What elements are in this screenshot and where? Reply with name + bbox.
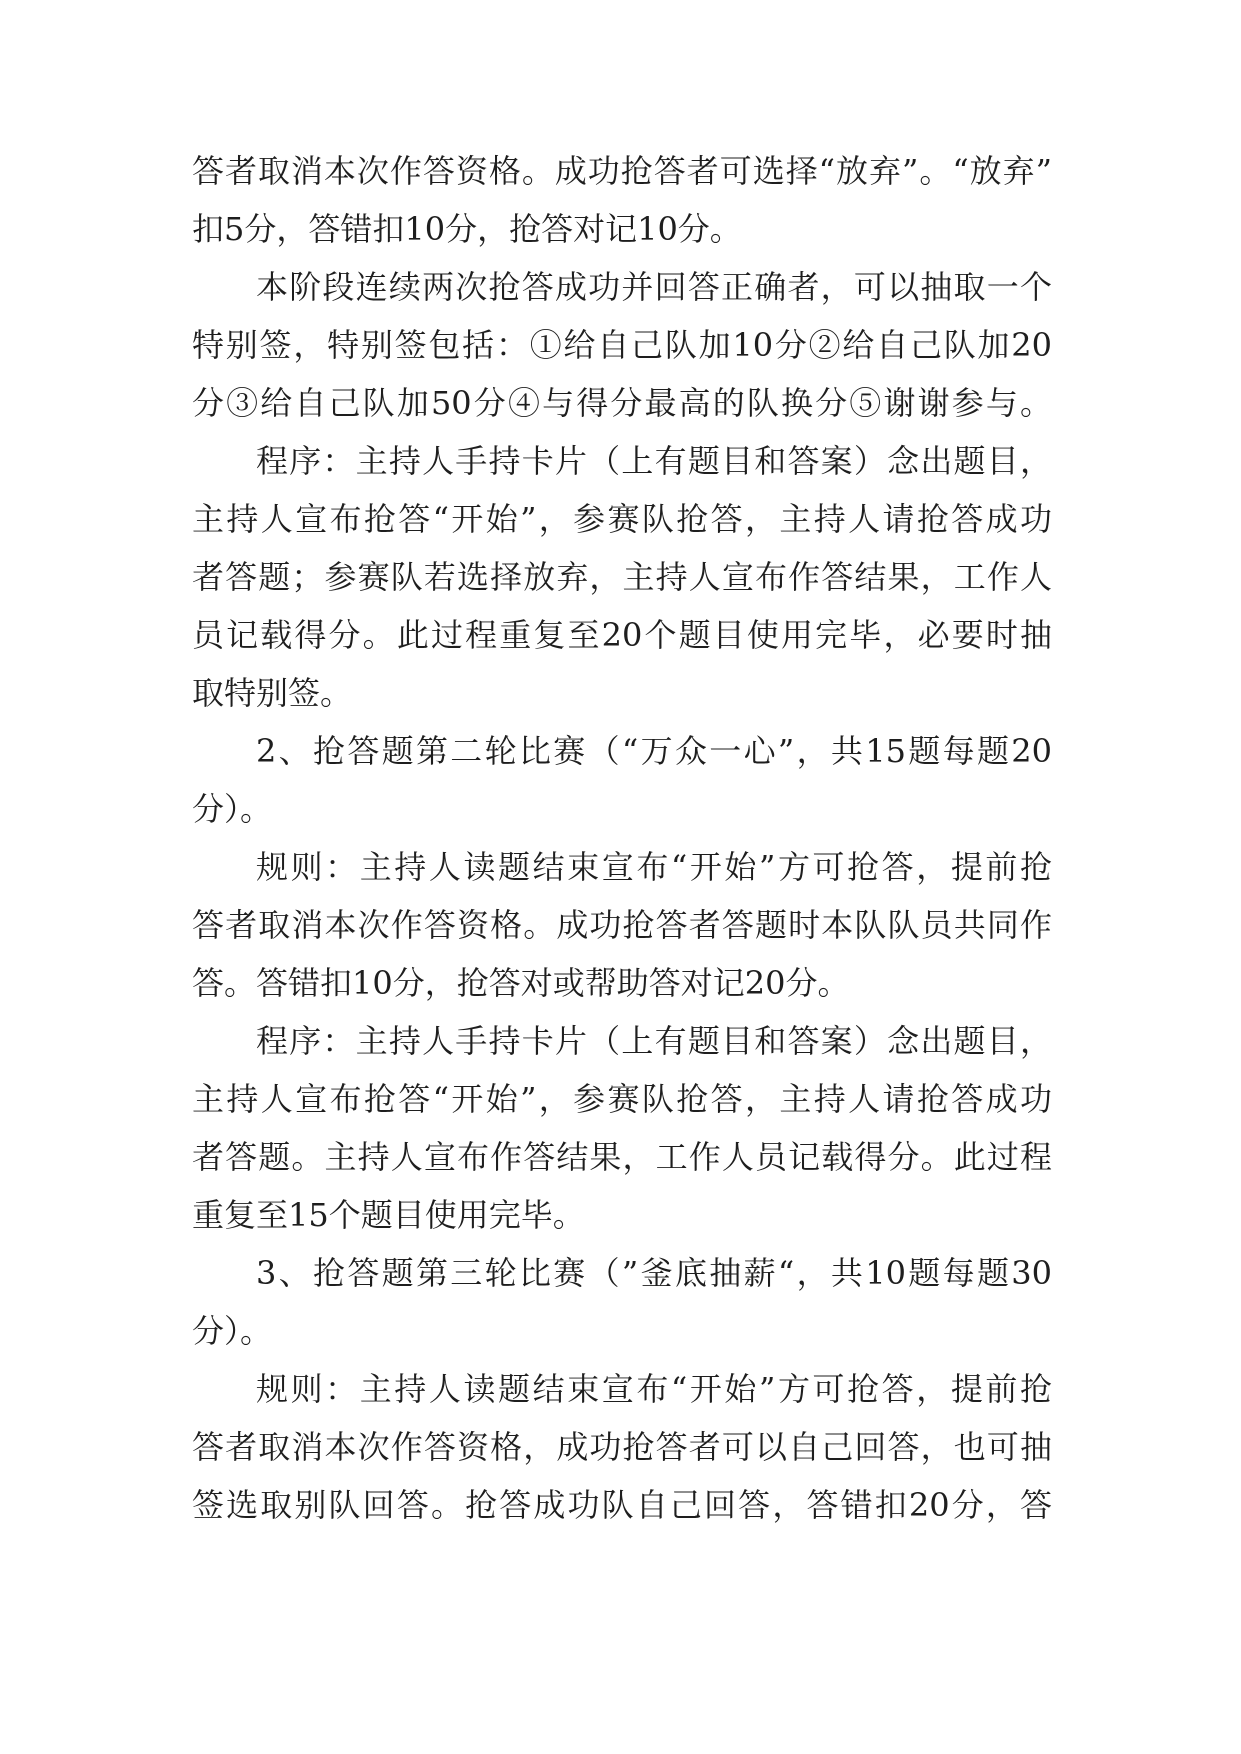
text-line: 主持人宣布抢答“开始”，参赛队抢答，主持人请抢答成功 bbox=[192, 1080, 1052, 1118]
text-line: 规则：主持人读题结束宣布“开始”方可抢答，提前抢 bbox=[256, 848, 1052, 886]
text-line: 2、抢答题第二轮比赛（“万众一心”，共15题每题20 bbox=[256, 732, 1052, 770]
text-line: 特别签，特别签包括：①给自己队加10分②给自己队加20 bbox=[192, 326, 1052, 364]
text-line: 答。答错扣10分，抢答对或帮助答对记20分。 bbox=[192, 964, 850, 1002]
text-line: 员记载得分。此过程重复至20个题目使用完毕，必要时抽 bbox=[192, 616, 1052, 654]
text-line: 主持人宣布抢答“开始”，参赛队抢答，主持人请抢答成功 bbox=[192, 500, 1052, 538]
text-line: 程序：主持人手持卡片（上有题目和答案）念出题目， bbox=[256, 1022, 1052, 1060]
text-line: 规则：主持人读题结束宣布“开始”方可抢答，提前抢 bbox=[256, 1370, 1052, 1408]
text-line: 分）。 bbox=[192, 1312, 273, 1350]
text-line: 重复至15个题目使用完毕。 bbox=[192, 1196, 585, 1234]
text-line: 扣5分，答错扣10分，抢答对记10分。 bbox=[192, 210, 742, 248]
text-line: 者答题。主持人宣布作答结果，工作人员记载得分。此过程 bbox=[192, 1138, 1052, 1176]
text-line: 者答题；参赛队若选择放弃，主持人宣布作答结果，工作人 bbox=[192, 558, 1052, 596]
text-line: 3、抢答题第三轮比赛（”釜底抽薪“，共10题每题30 bbox=[256, 1254, 1052, 1292]
text-line: 分）。 bbox=[192, 790, 273, 828]
text-line: 签选取别队回答。抢答成功队自己回答，答错扣20分，答 bbox=[192, 1486, 1052, 1524]
text-line: 答者取消本次作答资格。成功抢答者答题时本队队员共同作 bbox=[192, 906, 1052, 944]
text-line: 分③给自己队加50分④与得分最高的队换分⑤谢谢参与。 bbox=[192, 384, 1052, 422]
text-line: 本阶段连续两次抢答成功并回答正确者，可以抽取一个 bbox=[256, 268, 1052, 306]
text-line: 答者取消本次作答资格。成功抢答者可选择“放弃”。“放弃” bbox=[192, 152, 1052, 190]
text-line: 程序：主持人手持卡片（上有题目和答案）念出题目， bbox=[256, 442, 1052, 480]
text-line: 答者取消本次作答资格，成功抢答者可以自己回答，也可抽 bbox=[192, 1428, 1052, 1466]
text-line: 取特别签。 bbox=[192, 674, 353, 712]
